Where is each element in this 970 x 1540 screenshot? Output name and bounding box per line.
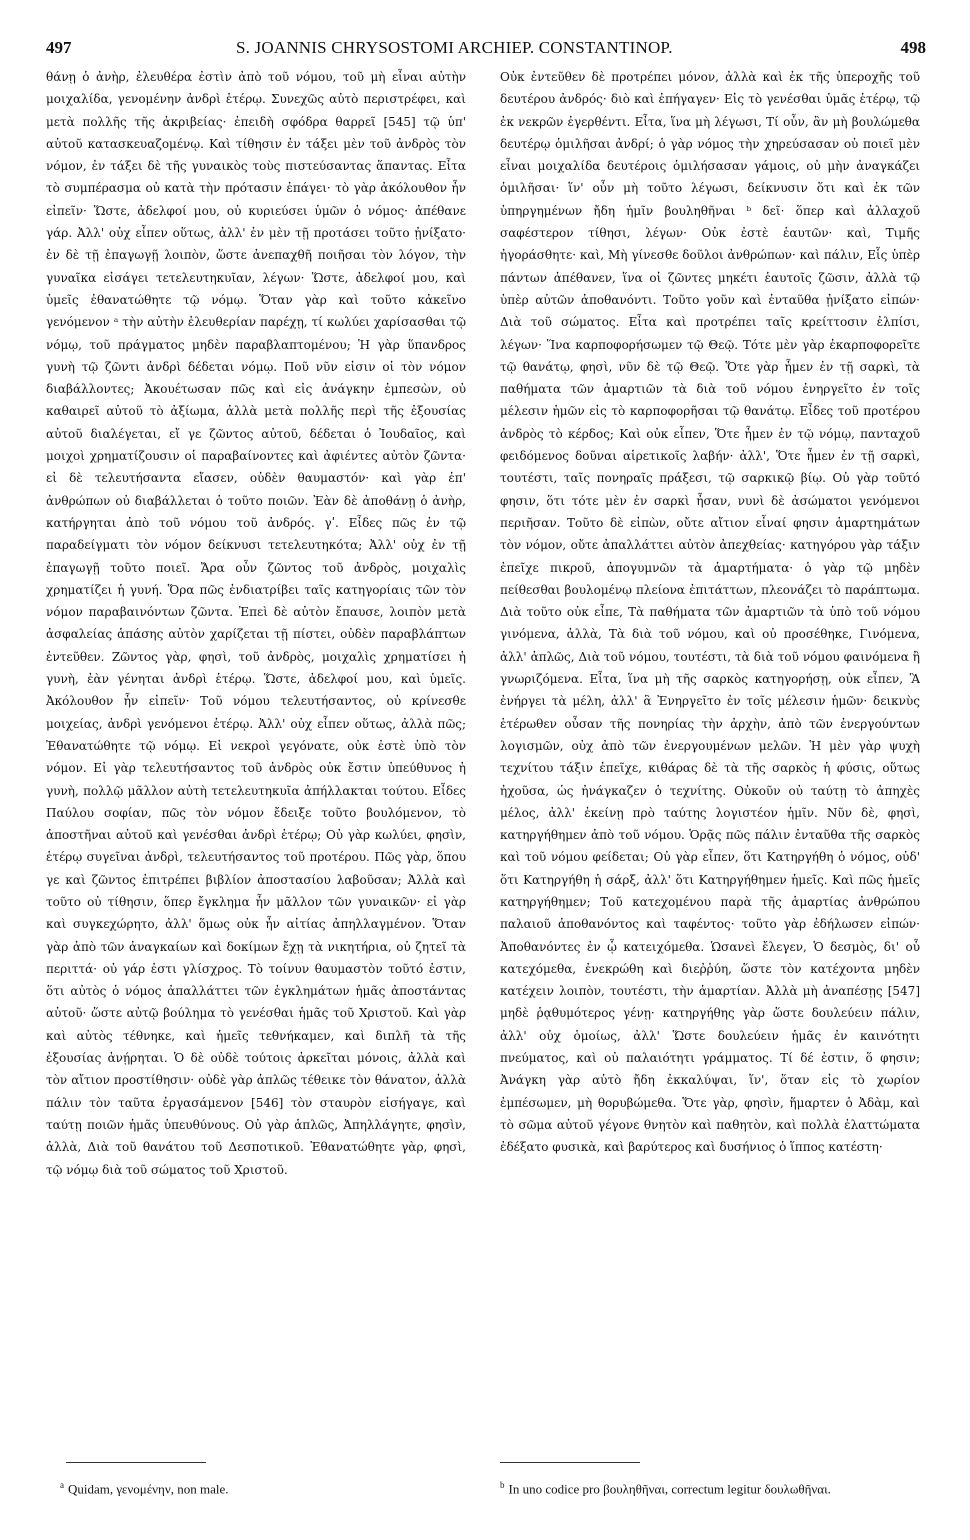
footnote-a — [60, 1476, 460, 1498]
footnote-b — [500, 1476, 920, 1498]
footnote-marker-b: b — [500, 1480, 505, 1490]
footnote-text-a: Quidam, γενομένην, non male. — [68, 1481, 229, 1497]
page-number-right: 498 — [900, 38, 926, 57]
running-head — [46, 38, 926, 62]
footnote-text-b: In uno codice pro βουληθῆναι, correctum legitur δουλωθῆναι. — [508, 1481, 831, 1497]
page-number-left: 497 — [46, 38, 72, 57]
left-column-text: θάνῃ ὁ ἀνὴρ, ἐλευθέρα ἐστὶν ἀπὸ τοῦ νόμου, τοῦ μὴ εἶναι αὐτὴν μοιχαλίδα, γενομένην ἀνδρὶ ἑτέρῳ. Συνεχῶς αὐτὸ περιστρέφει, καὶ μετὰ πολλῆς τῆς ἀκριβείας· ἐπειδὴ σφόδρα θαρρεῖ [545] τῷ ὑπ' αὐτοῦ κατασκευαζομένῳ. Καὶ τίθησιν ἐν τάξει μὲν τοῦ ἀνδρὸς τὸν νόμον, ἐν τάξει δὲ τῆς γυναικὸς τοὺς πιστεύσαντας ἅπαντας. Εἶτα τὸ συμπέρασμα οὐ κατὰ τὴν πρότασιν ἐπάγει· τὸ γὰρ ἀκόλουθον ἦν εἰπεῖν· Ὥστε, ἀδελφοί μου, οὐ κυριεύσει ὑμῶν ὁ νόμος· ἀπέθανε γάρ. Ἀλλ' οὐχ εἶπεν οὕτως, ἀλλ' ἐν μὲν τῇ προτάσει τοῦτο ᾐνίξατο· ἐν δὲ τῇ ἐπαγωγῇ λοιπὸν, ὥστε ἀνεπαχθῆ ποιῆσαι τὸν λόγον, τὴν γυναῖκα εἰσάγει τετελευτηκυῖαν, λέγων· Ὥστε, ἀδελφοί μου, καὶ ὑμεῖς ἐθανατώθητε τῷ νόμῳ. Ὅταν γὰρ καὶ τοῦτο κἀκεῖνο γενόμενον ᵃ τὴν αὐτὴν ἐλευθερίαν παρέχῃ, τί κωλύει χαρίσασθαι τῷ νόμῳ, τοῦ πράγματος μηδὲν παραβλαπτομένου; Ἡ γὰρ ὕπανδρος γυνὴ τῷ ζῶντι ἀνδρὶ δέδεται νόμῳ. Ποῦ νῦν εἰσιν οἱ τὸν νόμον διαβάλλοντες; Ἀκουέτωσαν πῶς καὶ εἰς ἀνάγκην ἐμπεσὼν, οὐ καθαιρεῖ αὐτοῦ τὸ ἀξίωμα, ἀλλὰ μετὰ πολλῆς περὶ τῆς ἐξουσίας αὐτοῦ διαλέγεται, εἴ γε ζῶντος αὐτοῦ, δέδεται ὁ Ἰουδαῖος, καὶ μοιχοὶ χρηματίζουσιν οἱ παραβαίνοντες καὶ ἀφιέντες αὐτὸν ζῶντα· εἰ δὲ τελευτήσαντα εἴασεν, οὐδὲν θαυμαστόν· καὶ γὰρ ἐπ' ἀνθρώπων οὐ διαβάλλεται ὁ τοῦτο ποιῶν. Ἐὰν δὲ ἀποθάνῃ ὁ ἀνὴρ, κατήργηται ἀπὸ τοῦ νόμου τοῦ ἀνδρός. γʹ. Εἶδες πῶς ἐν τῷ παραδείγματι τὸν νόμον δείκνυσι τετελευτηκότα; Ἀλλ' οὐχ ἐν τῇ ἐπαγωγῇ τοῦτο ποιεῖ. Ἄρα οὖν ζῶντος τοῦ ἀνδρὸς, μοιχαλὶς χρηματίζει ἡ γυνή. Ὅρα πῶς ἐνδιατρίβει ταῖς κατηγορίαις τῶν τὸν νόμον παραβαινόντων ζῶντα. Ἐπεὶ δὲ αὐτὸν ἔπαυσε, λοιπὸν μετὰ ἀσφαλείας ἁπάσης αὐτὸν χαρίζεται τῇ πίστει, οὐδὲν παραβλάπτων ἐντεῦθεν. Ζῶντος γὰρ, φησὶ, τοῦ ἀνδρὸς, μοιχαλὶς χρηματίσει ἡ γυνὴ, ἐὰν γένηται ἀνδρὶ ἑτέρῳ. Ὥστε, ἀδελφοί μου, καὶ ὑμεῖς. Ἀκόλουθον ἦν εἰπεῖν· Τοῦ νόμου τελευτήσαντος, οὐ κρίνεσθε μοιχείας, ἀνδρὶ γενόμενοι ἑτέρῳ. Ἀλλ' οὐχ εἶπεν οὕτως, ἀλλὰ πῶς; Ἐθανατώθητε τῷ νόμῳ. Εἰ νεκροὶ γεγόνατε, οὐκ ἐστὲ ὑπὸ τὸν νόμον. Εἰ γὰρ τελευτήσαντος τοῦ ἀνδρὸς οὐκ ἔστιν ὑπεύθυνος ἡ γυνὴ, πολλῷ μᾶλλον αὐτὴ τετελευτηκυῖα ἀπήλλακται τούτου. Εἶδες Παύλου σοφίαν, πῶς τὸν νόμον ἔδειξε τοῦτο βουλόμενον, τὸ ἀποστῆναι αὐτοῦ καὶ γενέσθαι ἀνδρὶ ἑτέρῳ; Οὐ γὰρ κωλύει, φησὶν, ἑτέρῳ συγεῖναι ἀνδρὶ, τελευτήσαντος τοῦ προτέρου. Πῶς γὰρ, ὅπου γε καὶ ζῶντος ἐπιτρέπει βιβλίον ἀποστασίου λαβοῦσαν; Ἀλλὰ καὶ τοῦτο οὐ τίθησιν, ὅπερ ἔγκλημα ἦν μᾶλλον τῶν γυναικῶν· εἰ γὰρ καὶ συγκεχώρητο, ἀλλ' ὅμως οὐκ ἦν αἰτίας ἀπηλλαγμένον. Ὅταν γὰρ ἀπὸ τῶν ἀναγκαίων καὶ δοκίμων ἔχῃ τὰ νικητήρια, οὐ ζητεῖ τὰ περιττά· οὐ γάρ ἐστι γλίσχρος. Τὸ τοίνυν θαυμαστὸν τοῦτό ἐστιν, ὅτι αὐτὸς ὁ νόμος ἀπαλλάττει τῶν ἐγκλημάτων ἡμᾶς ἀποστάντας αὐτοῦ· ὥστε αὐτῷ βούλημα τὸ γενέσθαι ἡμᾶς τοῦ Χριστοῦ. Καὶ γὰρ καὶ αὐτὸς τέθνηκε, καὶ ἡμεῖς τεθνήκαμεν, καὶ διπλῆ τὰ τῆς ἐξουσίας ἀνῄρηται. Ὁ δὲ οὐδὲ τούτοις ἀρκεῖται μόνοις, ἀλλὰ καὶ τὸν αἴτιον προστίθησιν· οὐδὲ γὰρ ἁπλῶς τέθεικε τὸν θάνατον, ἀλλὰ πάλιν τὸν ταῦτα ἐργασάμενον [546] τὸν σταυρὸν εἰσήγαγε, καὶ ταύτῃ ποιῶν ἡμᾶς ὑπευθύνους. Οὐ γὰρ ἁπλῶς, Ἀπηλλάγητε, φησὶν, ἀλλὰ, Διὰ τοῦ θανάτου τοῦ Δεσποτικοῦ. Ἐθανατώθητε γὰρ, φησὶ, τῷ νόμῳ διὰ τοῦ σώματος τοῦ Χριστοῦ. — [46, 70, 466, 1177]
footnote-marker-a: a — [60, 1480, 64, 1490]
running-title: S. JOANNIS CHRYSOSTOMI ARCHIEP. CONSTANTINOP. — [236, 38, 673, 57]
footnote-divider-right — [500, 1462, 640, 1463]
left-column — [46, 66, 466, 1466]
right-column — [500, 66, 920, 1466]
right-column-text: Οὐκ ἐντεῦθεν δὲ προτρέπει μόνον, ἀλλὰ καὶ ἐκ τῆς ὑπεροχῆς τοῦ δευτέρου ἀνδρός· διὸ καὶ ἐπήγαγεν· Εἰς τὸ γενέσθαι ὑμᾶς ἑτέρῳ, τῷ ἐκ νεκρῶν ἐγερθέντι. Εἶτα, ἵνα μὴ λέγωσι, Τί οὖν, ἂν μὴ βουλώμεθα δευτέρῳ ὁμιλῆσαι ἀνδρί; ὁ γὰρ νόμος τὴν χηρεύσασαν οὐ ποιεῖ μὲν εἶναι μοιχαλίδα δευτέροις ὁμιλήσασαν γάμοις, οὐ μὴν ἀναγκάζει ὁμιλῆσαι· ἵν' οὖν μὴ τοῦτο λέγωσι, δείκνυσιν ὅτι καὶ ἐκ τῶν ὑπηργημένων ἤδη ἡμῖν βουληθῆναι ᵇ δεῖ· ὅπερ καὶ ἀλλαχοῦ σαφέστερον τίθησι, λέγων· Οὐκ ἐστὲ ἑαυτῶν· καὶ, Τιμῆς ἠγοράσθητε· καὶ, Μὴ γίνεσθε δοῦλοι ἀνθρώπων· καὶ πάλιν, Εἷς ὑπὲρ πάντων ἀπέθανεν, ἵνα οἱ ζῶντες μηκέτι ἑαυτοῖς ζῶσιν, ἀλλὰ τῷ ὑπὲρ αὐτῶν ἀποθανόντι. Τοῦτο γοῦν καὶ ἐνταῦθα ᾐνίξατο εἰπών· Διὰ τοῦ σώματος. Εἶτα καὶ προτρέπει ταῖς κρείττοσιν ἐλπίσι, λέγων· Ἵνα καρποφορήσωμεν τῷ Θεῷ. Τότε μὲν γὰρ ἐκαρποφορεῖτε τῷ θανάτῳ, φησὶ, νῦν δὲ τῷ Θεῷ. Ὅτε γὰρ ἦμεν ἐν τῇ σαρκὶ, τὰ παθήματα τῶν ἁμαρτιῶν τὰ διὰ τοῦ νόμου ἐνηργεῖτο ἐν τοῖς μέλεσιν ἡμῶν εἰς τὸ καρποφορῆσαι τῷ θανάτῳ. Εἶδες τοῦ προτέρου ἀνδρὸς τὸ κέρδος; Καὶ οὐκ εἶπεν, Ὅτε ἦμεν ἐν τῷ νόμῳ, πανταχοῦ φειδόμενος δοῦναι αἱρετικοῖς λαβήν· ἀλλ', Ὅτε ἦμεν ἐν τῇ σαρκὶ, τουτέστι, ταῖς πονηραῖς πράξεσι, τῷ σαρκικῷ βίῳ. Οὐ γὰρ τοῦτό φησιν, ὅτι τότε μὲν ἐν σαρκὶ ἦσαν, νυνὶ δὲ ἀσώματοι γενόμενοι περιῆσαν. Τοῦτο δὲ εἰπὼν, οὔτε αἴτιον εἶναί φησιν ἁμαρτημάτων τὸν νόμον, οὔτε ἀπαλλάττει αὐτὸν ἀπεχθείας· κατηγόρου γὰρ τάξιν ἐπεῖχε πικροῦ, ἀπογυμνῶν τὰ ἁμαρτήματα· ὁ γὰρ τῷ μηδὲν πείθεσθαι βουλομένῳ πλείονα ἐπιτάττων, πλεονάζει τὸ παράπτωμα. Διὰ τοῦτο οὐκ εἶπε, Τὰ παθήματα τῶν ἁμαρτιῶν τὰ ὑπὸ τοῦ νόμου γινόμενα, ἀλλὰ, Τὰ διὰ τοῦ νόμου, καὶ οὐ προσέθηκε, Γινόμενα, ἀλλ' ἁπλῶς, Διὰ τοῦ νόμου, τουτέστι, τὰ διὰ τοῦ νόμου φαινόμενα ἢ γνωριζόμενα. Εἶτα, ἵνα μὴ τῆς σαρκὸς κατηγορήσῃ, οὐκ εἶπεν, Ἃ ἐνήργει τὰ μέλη, ἀλλ' ἃ Ἐνηργεῖτο ἐν τοῖς μέλεσιν ἡμῶν· δεικνὺς ἑτέρωθεν οὖσαν τῆς πονηρίας τὴν ἀρχὴν, ἀπὸ τῶν ἐνεργούντων λογισμῶν, οὐχ ἀπὸ τῶν ἐνεργουμένων μελῶν. Ἡ μὲν γὰρ ψυχὴ τεχνίτου τάξιν ἐπεῖχε, κιθάρας δὲ τὰ τῆς σαρκὸς ἡ φύσις, οὕτως ἠχοῦσα, ὡς ἠνάγκαζεν ὁ τεχνίτης. Οὐκοῦν οὐ ταύτῃ τὸ ἀπηχὲς μέλος, ἀλλ' ἐκείνῃ πρὸ ταύτης λογιστέον ἡμῖν. Νῦν δὲ, φησὶ, κατηργήθημεν ἀπὸ τοῦ νόμου. Ὁρᾷς πῶς πάλιν ἐνταῦθα τῆς σαρκὸς καὶ τοῦ νόμου φείδεται; Οὐ γὰρ εἶπεν, ὅτι Κατηργήθη ὁ νόμος, οὐδ' ὅτι Κατηργήθη ἡ σάρξ, ἀλλ' ὅτι Κατηργήθημεν ἡμεῖς. Καὶ πῶς ἡμεῖς κατηργήθημεν; Τοῦ κατεχομένου παρὰ τῆς ἁμαρτίας ἀνθρώπου παλαιοῦ ἀποθανόντος καὶ ταφέντος· τοῦτο γὰρ ἐδήλωσεν εἰπών· Ἀποθανόντες ἐν ᾧ κατειχόμεθα. Ὡσανεὶ ἔλεγεν, Ὁ δεσμὸς, δι' οὗ κατεχόμεθα, ἐνεκρώθη καὶ διεῤῥύη, ὥστε τὸν κατέχοντα μηδὲν κατέχειν λοιπὸν, τουτέστι, τὴν ἁμαρτίαν. Ἀλλὰ μὴ ἀναπέσῃς [547] μηδὲ ῥᾳθυμότερος γένῃ· κατηργήθης γὰρ ὥστε δουλεύειν πάλιν, ἀλλ' οὐχ ὁμοίως, ἀλλ' Ὥστε δουλεύειν ἡμᾶς ἐν καινότητι πνεύματος, καὶ οὐ παλαιότητι γράμματος. Τί δέ ἐστιν, ὅ φησιν; Ἀνάγκη γὰρ αὐτὸ ἤδη ἐκκαλύψαι, ἵν', ὅταν εἰς τὸ χωρίον ἐμπέσωμεν, μὴ θορυβώμεθα. Ὅτε γὰρ, φησὶν, ἥμαρτεν ὁ Ἀδὰμ, καὶ τὸ σῶμα αὐτοῦ γέγονε θνητὸν καὶ παθητὸν, καὶ πολλὰ ἐλαττώματα ἐδέξατο φυσικὰ, καὶ βαρύτερος καὶ δυσήνιος ὁ ἵππος κατέστη· — [500, 70, 920, 1155]
footnote-divider-left — [66, 1462, 206, 1463]
